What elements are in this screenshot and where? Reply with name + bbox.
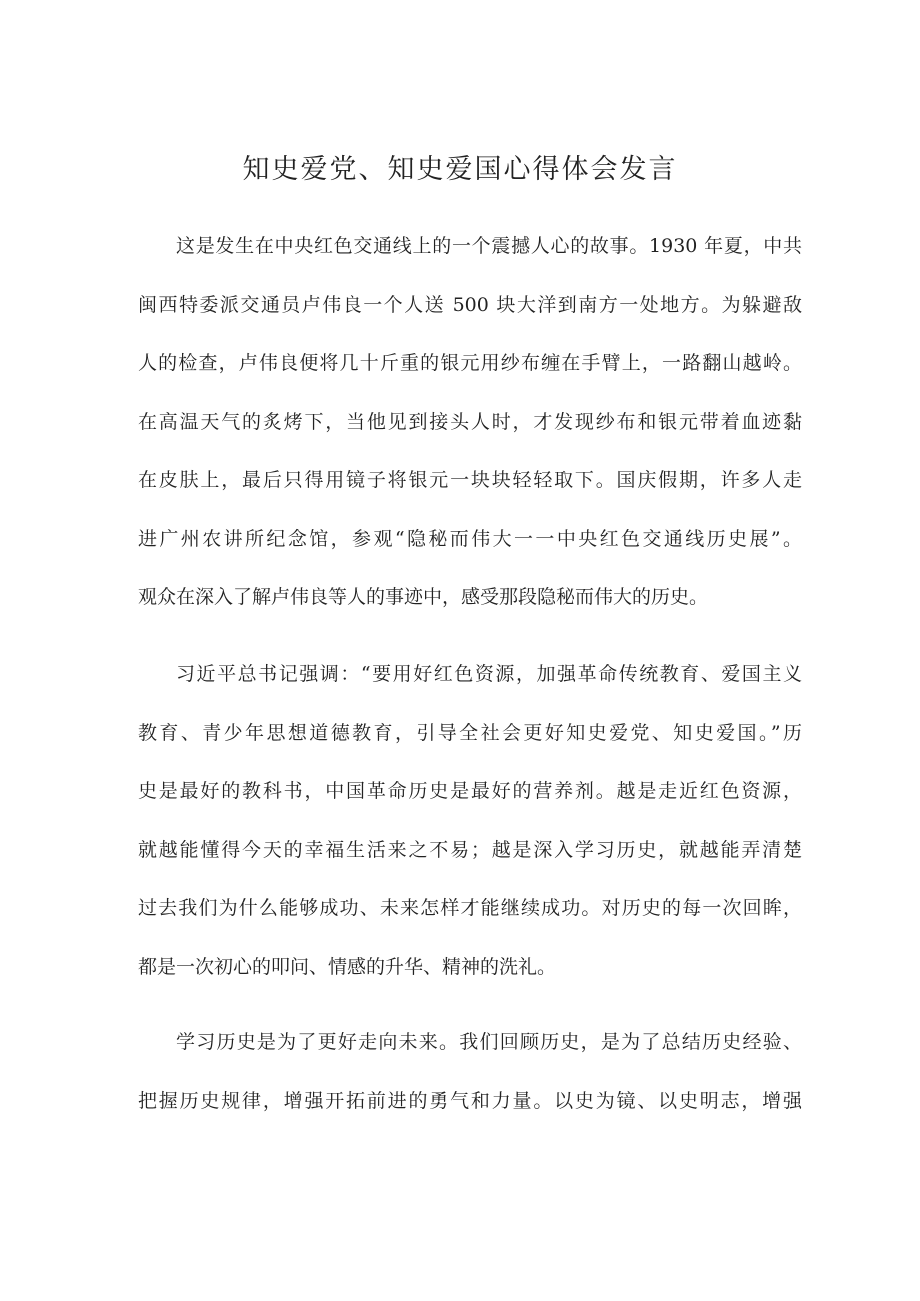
paragraph-line: 就越能懂得今天的幸福生活来之不易；越是深入学习历史，就越能弄清楚 (138, 838, 802, 861)
paragraph-line: 在高温天气的炙烤下，当他见到接头人时，才发现纱布和银元带着血迹黏 (138, 410, 802, 433)
paragraph-line: 教育、青少年思想道德教育，引导全社会更好知史爱党、知史爱国。”历 (138, 721, 802, 744)
paragraph-line: 学习历史是为了更好走向未来。我们回顾历史，是为了总结历史经验、 (176, 1031, 802, 1053)
paragraph-2 (138, 657, 802, 1008)
paragraph-line: 这是发生在中央红色交通线上的一个震撼人心的故事。1930 年夏，中共 (176, 235, 802, 257)
paragraph-line: 闽西特委派交通员卢伟良一个人送 500 块大洋到南方一处地方。为躲避敌 (138, 293, 802, 316)
paragraph-1 (138, 229, 802, 639)
document-title: 知史爱党、知史爱国心得体会发言 (242, 154, 678, 185)
paragraph-line: 习近平总书记强调：“要用好红色资源，加强革命传统教育、爱国主义 (176, 663, 802, 685)
paragraph-line: 在皮肤上，最后只得用镜子将银元一块块轻轻取下。国庆假期，许多人走 (138, 469, 802, 491)
paragraph-line: 都是一次初心的叩问、情感的升华、精神的洗礼。 (138, 955, 557, 978)
paragraph-line: 进广州农讲所纪念馆，参观“隐秘而伟大一一中央红色交通线历史展”。 (138, 527, 802, 550)
paragraph-line: 过去我们为什么能够成功、未来怎样才能继续成功。对历史的每一次回眸， (138, 897, 802, 919)
paragraph-line: 把握历史规律，增强开拓前进的勇气和力量。以史为镜、以史明志，增强 (138, 1089, 802, 1112)
paragraph-line: 人的检查，卢伟良便将几十斤重的银元用纱布缠在手臂上，一路翻山越岭。 (138, 352, 802, 374)
paragraph-line: 史是最好的教科书，中国革命历史是最好的营养剂。越是走近红色资源， (138, 780, 802, 802)
paragraph-line: 观众在深入了解卢伟良等人的事迹中，感受那段隐秘而伟大的历史。 (138, 586, 709, 608)
paragraph-3 (138, 1025, 802, 1142)
